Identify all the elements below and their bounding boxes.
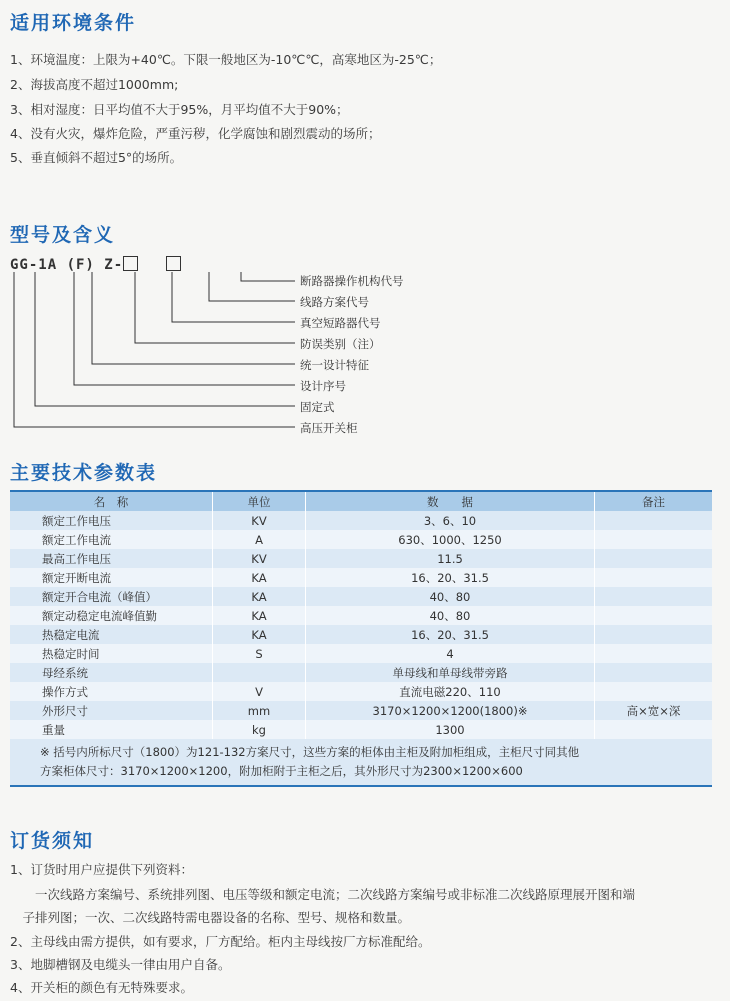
table-row: [10, 568, 712, 587]
order-item-1-detail-b: 子排列图；一次、二次线路特需电器设备的名称、型号、规格和数量。: [10, 910, 411, 925]
order-item-3: 3、地脚槽钢及电缆头一律由用户自备。: [10, 957, 231, 972]
cell-remark: [595, 549, 713, 568]
cell-name: 操作方式: [10, 682, 213, 701]
cell-value: 4: [306, 644, 595, 663]
cell-name: 外形尺寸: [10, 701, 213, 720]
label-anti-misoperation: 防误类别（注）: [300, 337, 381, 351]
cell-remark: [595, 568, 713, 587]
table-note-row: [10, 739, 712, 786]
table-row: [10, 606, 712, 625]
cell-remark: [595, 720, 713, 739]
cell-value: 直流电磁220、110: [306, 682, 595, 701]
cell-value: 1300: [306, 720, 595, 739]
table-row: [10, 549, 712, 568]
label-operating-mechanism: 断路器操作机构代号: [300, 274, 404, 288]
cell-unit: V: [213, 682, 306, 701]
cell-remark: [595, 530, 713, 549]
header-name: 名 称: [10, 491, 213, 511]
cell-value: 40、80: [306, 606, 595, 625]
cell-unit: kg: [213, 720, 306, 739]
cell-name: 母经系统: [10, 663, 213, 682]
cell-remark: [595, 511, 713, 530]
cell-value: 单母线和单母线带旁路: [306, 663, 595, 682]
section-title-environment: 适用环境条件: [10, 12, 137, 34]
table-row: [10, 682, 712, 701]
table-row: [10, 530, 712, 549]
label-design-serial: 设计序号: [300, 379, 346, 393]
table-header-row: [10, 491, 712, 511]
env-item-3: 3、相对湿度：日平均值不大于95%，月平均值不大于90%；: [10, 102, 349, 117]
header-remark: 备注: [595, 491, 713, 511]
cell-unit: KA: [213, 587, 306, 606]
cell-unit: KA: [213, 625, 306, 644]
label-switchgear: 高压开关柜: [300, 421, 358, 435]
cell-name: 热稳定电流: [10, 625, 213, 644]
spec-table: [10, 490, 712, 787]
cell-name: 额定开合电流（峰值）: [10, 587, 213, 606]
cell-value: 40、80: [306, 587, 595, 606]
cell-value: 16、20、31.5: [306, 625, 595, 644]
label-unified-design: 统一设计特征: [300, 358, 369, 372]
table-row: [10, 663, 712, 682]
label-vacuum-breaker: 真空短路器代号: [300, 316, 381, 330]
cell-unit: A: [213, 530, 306, 549]
cell-remark: [595, 587, 713, 606]
model-code-text: GG-1A (F) Z-: [10, 257, 124, 273]
cell-remark: [595, 644, 713, 663]
cell-unit: KA: [213, 606, 306, 625]
cell-unit: KV: [213, 549, 306, 568]
section-title-model: 型号及含义: [10, 224, 116, 246]
cell-unit: KA: [213, 568, 306, 587]
cell-unit: KV: [213, 511, 306, 530]
table-row: [10, 587, 712, 606]
note-line-1: ※ 括号内所标尺寸（1800）为121-132方案尺寸，这些方案的柜体由主柜及附加柜组成，主柜尺寸同其他: [40, 745, 580, 759]
cell-remark: 高×宽×深: [595, 701, 713, 720]
env-item-1: 1、环境温度：上限为+40℃。下限一般地区为-10℃℃，高寒地区为-25℃；: [10, 52, 442, 67]
model-breakdown-diagram: [0, 0, 730, 460]
cell-value: 3、6、10: [306, 511, 595, 530]
bracket-line: [241, 272, 295, 281]
table-row: [10, 720, 712, 739]
table-row: [10, 625, 712, 644]
env-item-5: 5、垂直倾斜不超过5°的场所。: [10, 150, 183, 165]
cell-remark: [595, 682, 713, 701]
order-item-1-detail-a: 一次线路方案编号、系统排列图、电压等级和额定电流；二次线路方案编号或非标准二次线路原理展开图和端: [10, 887, 636, 902]
cell-name: 额定开断电流: [10, 568, 213, 587]
bracket-line: [209, 272, 295, 301]
cell-name: 最高工作电压: [10, 549, 213, 568]
section-title-ordering: 订货须知: [10, 830, 95, 852]
cell-remark: [595, 606, 713, 625]
cell-remark: [595, 625, 713, 644]
section-title-spec-table: 主要技术参数表: [10, 462, 158, 484]
cell-unit: S: [213, 644, 306, 663]
cell-remark: [595, 663, 713, 682]
cell-value: 16、20、31.5: [306, 568, 595, 587]
bracket-line: [92, 272, 295, 364]
cell-value: 11.5: [306, 549, 595, 568]
cell-unit: mm: [213, 701, 306, 720]
bracket-line: [74, 272, 295, 385]
header-unit: 单位: [213, 491, 306, 511]
cell-name: 热稳定时间: [10, 644, 213, 663]
table-note: [10, 739, 712, 786]
cell-name: 额定工作电压: [10, 511, 213, 530]
note-line-2: 方案柜体尺寸：3170×1200×1200，附加柜附于主柜之后，其外形尺寸为2300×1200×600: [40, 764, 523, 778]
cell-unit: [213, 663, 306, 682]
cell-value: 630、1000、1250: [306, 530, 595, 549]
cell-name: 额定动稳定电流峰值勤: [10, 606, 213, 625]
order-item-2: 2、主母线由需方提供，如有要求，厂方配给。柜内主母线按厂方标准配给。: [10, 934, 431, 949]
label-fixed-type: 固定式: [300, 400, 335, 414]
label-circuit-scheme: 线路方案代号: [300, 295, 369, 309]
table-row: [10, 644, 712, 663]
cell-value: 3170×1200×1200(1800)※: [306, 701, 595, 720]
env-item-4: 4、没有火灾，爆炸危险，严重污秽，化学腐蚀和剧烈震动的场所；: [10, 126, 381, 141]
bracket-line: [135, 272, 295, 343]
table-row: [10, 511, 712, 530]
order-item-4: 4、开关柜的颜色有无特殊要求。: [10, 980, 193, 995]
table-row: [10, 701, 712, 720]
order-item-1: 1、订货时用户应提供下列资料：: [10, 862, 193, 877]
cell-name: 额定工作电流: [10, 530, 213, 549]
bracket-line: [14, 272, 295, 427]
bracket-line: [172, 272, 295, 322]
cell-name: 重量: [10, 720, 213, 739]
env-item-2: 2、海拔高度不超过1000mm;: [10, 77, 179, 92]
header-data: 数 据: [306, 491, 595, 511]
